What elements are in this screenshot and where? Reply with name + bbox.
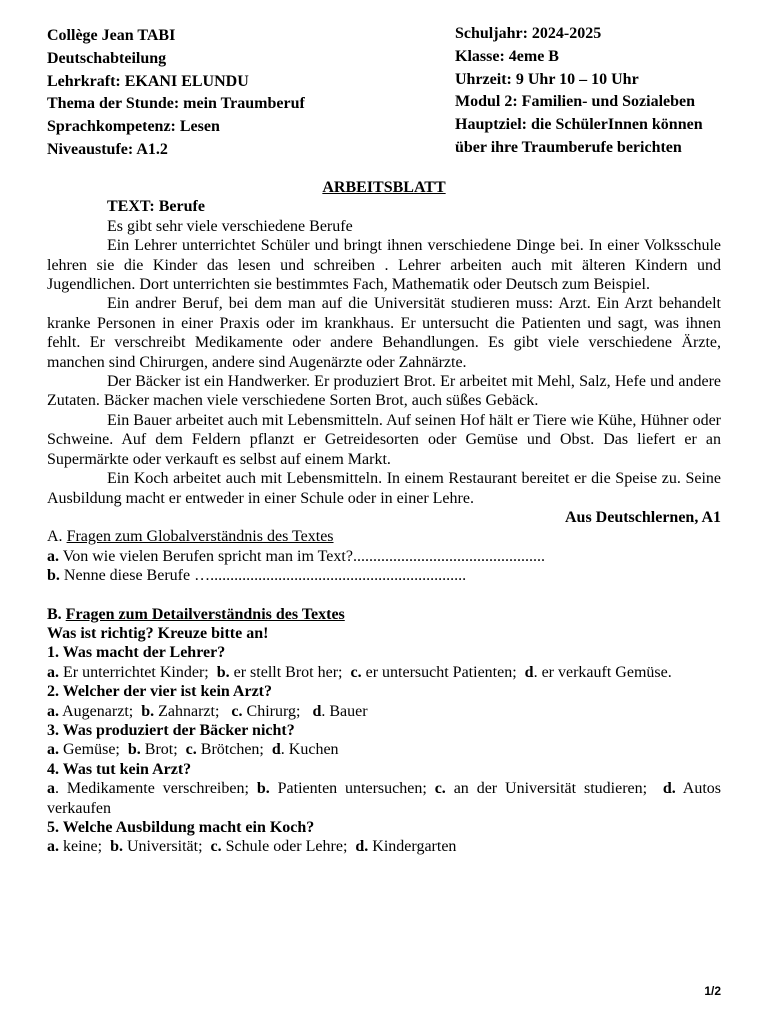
item-label: a.	[47, 547, 59, 565]
text-paragraph: Ein Lehrer unterrichtet Schüler und bringt ihnen verschiedene Dinge bei. In einer Volksschule lehren sie die Kinder das lesen und schreiben . Lehrer arbeiten auch mit älteren Kindern und Jugendlichen. Dort unterrichten sie bestimmtes Fach, Mathematik oder Deutsch zum Beispiel.	[47, 237, 721, 294]
option-label: c.	[231, 702, 243, 720]
option-text: Er unterrichtet Kinder;	[63, 663, 209, 681]
answer-options	[47, 837, 721, 856]
option-text: Universität;	[127, 838, 203, 856]
option-text: . er verkauft Gemüse.	[533, 663, 672, 681]
option-label: b.	[127, 741, 141, 759]
option-label: c.	[434, 780, 446, 798]
option-label: a.	[47, 838, 59, 856]
school-name: Collège Jean TABI	[47, 27, 176, 44]
worksheet-body	[47, 178, 721, 857]
option-label: d	[524, 663, 534, 681]
text-paragraph: Es gibt sehr viele verschiedene Berufe	[107, 217, 353, 235]
section-letter: A.	[47, 528, 63, 546]
time: Uhrzeit: 9 Uhr 10 – 10 Uhr	[455, 70, 639, 88]
option-text: Autos verkaufen	[47, 780, 722, 817]
option-text: Augenarzt;	[62, 702, 134, 720]
question: 3. Was produziert der Bäcker nicht?	[47, 721, 295, 739]
option-label: b.	[216, 663, 230, 681]
option-label: c.	[210, 838, 222, 856]
question: 5. Welche Ausbildung macht ein Koch?	[47, 819, 315, 836]
section-a-heading	[47, 527, 721, 546]
question: 2. Welcher der vier ist kein Arzt?	[47, 683, 273, 701]
option-text: er stellt Brot her;	[233, 663, 343, 681]
lesson-topic: Thema der Stunde: mein Traumberuf	[47, 95, 305, 113]
text-heading: TEXT: Berufe	[107, 198, 205, 216]
option-label: b.	[141, 702, 155, 720]
option-text: . Medikamente verschreiben;	[55, 780, 249, 798]
class-info	[455, 23, 703, 160]
department: Deutschabteilung	[47, 49, 167, 67]
option-label: b.	[110, 838, 123, 856]
item-text: Nenne diese Berufe …................................................................	[63, 567, 467, 585]
question: 1. Was macht der Lehrer?	[47, 644, 226, 662]
answer-options	[47, 702, 721, 721]
text-paragraph: Der Bäcker ist ein Handwerker. Er produziert Brot. Er arbeitet mit Mehl, Salz, Hefe und andere Zutaten. Bäcker machen viele verschiedene Sorten Brot, auch süßes Gebäck.	[47, 373, 721, 410]
answer-options	[47, 740, 721, 759]
school-year: Schuljahr: 2024-2025	[455, 25, 602, 42]
page-number: 1/2	[704, 984, 721, 998]
option-text: Patienten untersuchen;	[277, 780, 427, 798]
section-letter: B.	[47, 605, 62, 623]
answer-options	[47, 779, 721, 818]
option-text: Brot;	[144, 741, 178, 759]
section-title: Fragen zum Detailverständnis des Textes	[65, 605, 345, 623]
question-b-line	[47, 566, 721, 585]
class: Klasse: 4eme B	[455, 47, 559, 65]
option-label: c.	[185, 741, 197, 759]
option-text: Schule oder Lehre;	[225, 838, 348, 856]
main-goal-line-2: über ihre Traumberufe berichten	[455, 138, 682, 156]
spacer	[47, 586, 721, 605]
teacher: Lehrkraft: EKANI ELUNDU	[47, 72, 249, 90]
option-label: d	[312, 702, 322, 720]
option-text: . Bauer	[321, 702, 368, 720]
language-skill: Sprachkompetenz: Lesen	[47, 118, 220, 136]
option-text: Kindergarten	[372, 838, 457, 856]
option-text: Gemüse;	[63, 741, 120, 759]
section-title: Fragen zum Globalverständnis des Textes	[66, 528, 334, 546]
option-label: b.	[256, 780, 270, 798]
module: Modul 2: Familien- und Sozialeben	[455, 93, 696, 111]
option-label: d.	[662, 780, 676, 798]
item-label: b.	[47, 567, 60, 585]
option-text: an der Universität studieren;	[453, 780, 648, 798]
school-info	[47, 25, 305, 162]
option-text: keine;	[63, 838, 103, 856]
option-label: a.	[47, 741, 59, 759]
option-text: . Kuchen	[280, 741, 339, 759]
option-label: a	[47, 780, 55, 798]
text-paragraph: Ein Bauer arbeitet auch mit Lebensmitteln. Auf seinen Hof hält er Tiere wie Kühe, Hühner oder Schweine. Auf dem Feldern pflanzt er Getreidesorten oder Gemüse und Obst. Das liefert er an Supermärkte oder verkauft es selbst auf einem Markt.	[47, 411, 721, 468]
question: 4. Was tut kein Arzt?	[47, 760, 192, 778]
option-text: Chirurg;	[246, 702, 301, 720]
option-label: c.	[350, 663, 362, 681]
option-text: Brötchen;	[200, 741, 264, 759]
option-label: d	[271, 741, 281, 759]
worksheet-title: ARBEITSBLATT	[322, 179, 446, 196]
text-paragraph: Ein andrer Beruf, bei dem man auf die Universität studieren muss: Arzt. Ein Arzt behandelt kranke Personen in einer Praxis oder im krankhaus. Er untersucht die Patienten und sagt, was ihnen fehlt. Er verschreibt Medikamente oder andere Behandlungen. Es gibt viele verschiedene Ärzte, manchen sind Chirurgen, andere sind Augenärzte oder Zahnärzte.	[47, 295, 721, 371]
section-b-heading	[47, 605, 721, 624]
option-label: d.	[355, 838, 369, 856]
text-source: Aus Deutschlernen, A1	[564, 508, 721, 526]
instruction: Was ist richtig? Kreuze bitte an!	[47, 624, 269, 642]
main-goal-line-1: Hauptziel: die SchülerInnen können	[455, 116, 703, 134]
text-paragraph: Ein Koch arbeitet auch mit Lebensmitteln. In einem Restaurant bereitet er die Speise zu. Seine Ausbildung macht er entweder in einer Schule oder in einer Lehre.	[47, 470, 721, 507]
option-label: a.	[47, 702, 59, 720]
option-label: a.	[47, 663, 59, 681]
option-text: Zahnarzt;	[158, 702, 220, 720]
question-a-line	[47, 547, 721, 566]
level: Niveaustufe: A1.2	[47, 140, 168, 158]
option-text: er untersucht Patienten;	[365, 663, 517, 681]
item-text: Von wie vielen Berufen spricht man im Text?................................................	[62, 547, 545, 565]
answer-options	[47, 663, 721, 682]
